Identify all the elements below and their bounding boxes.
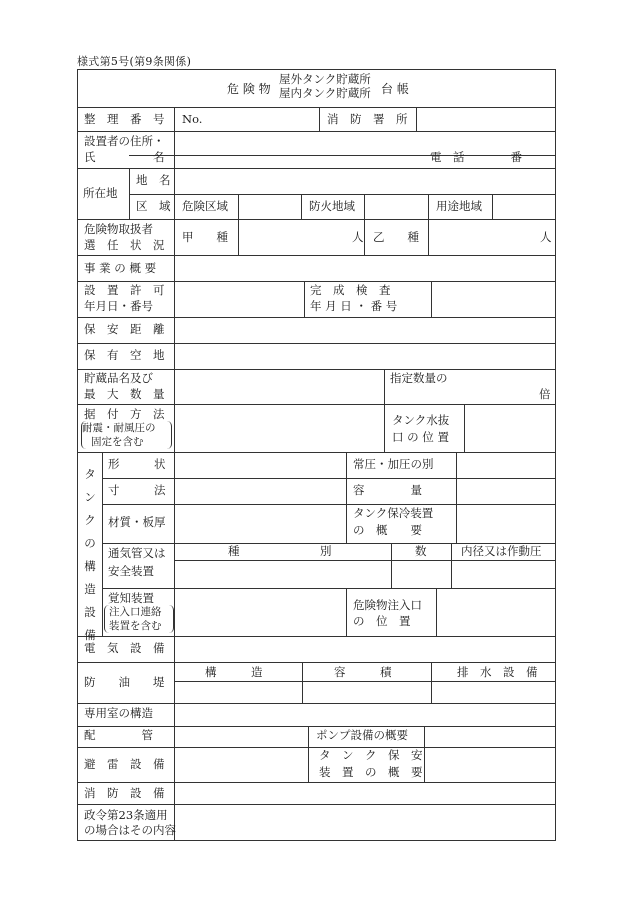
electrical-field[interactable] bbox=[175, 637, 555, 662]
label-district: 区 域 bbox=[136, 199, 171, 213]
label-fire-station: 消 防 署 所 bbox=[327, 112, 408, 126]
label-count: 数 bbox=[415, 544, 427, 558]
label-phone: 電 話 番 bbox=[430, 150, 522, 164]
title-prefix: 危 険 物 bbox=[227, 82, 271, 96]
label-handler-status: 選 任 状 況 bbox=[84, 238, 165, 252]
label-registration-number: 整 理 番 号 bbox=[84, 112, 165, 126]
safety-distance-field[interactable] bbox=[175, 318, 555, 343]
open-space-field[interactable] bbox=[175, 344, 555, 369]
label-persons-a: 人 bbox=[352, 230, 364, 244]
label-lightning: 避 雷 設 備 bbox=[84, 757, 165, 771]
label-structure: 構 造 bbox=[205, 665, 263, 679]
label-pump-overview: ポンプ設備の概要 bbox=[316, 728, 408, 742]
label-permit: 設 置 許 可 bbox=[84, 283, 165, 297]
label-tank-safety: タ ン ク 保 安 bbox=[319, 748, 423, 762]
business-overview-field[interactable] bbox=[175, 256, 555, 281]
fire-station-field[interactable] bbox=[417, 108, 555, 131]
label-safety-device: 安全装置 bbox=[108, 564, 154, 578]
label-fire-prevention-zone: 防火地域 bbox=[309, 199, 355, 213]
label-drain-outlet: タンク水抜 bbox=[392, 413, 450, 427]
label-cooling-device: タンク保冷装置 bbox=[353, 506, 434, 520]
label-inlet-link: 注入口連絡 bbox=[109, 606, 162, 618]
label-device-included: 装置を含む bbox=[109, 620, 162, 632]
label-persons-b: 人 bbox=[540, 230, 552, 244]
label-designated-quantity: 指定数量の bbox=[390, 371, 448, 385]
label-drain-position: 口 の 位 置 bbox=[392, 430, 449, 444]
label-article-23-content: の場合はその内容 bbox=[84, 823, 176, 837]
label-oil-dike: 防 油 堤 bbox=[84, 675, 165, 689]
label-article-23: 政令第23条適用 bbox=[84, 808, 168, 822]
title-outdoor-tank: 屋外タンク貯蔵所 bbox=[279, 72, 371, 86]
registration-number-field[interactable] bbox=[175, 108, 319, 131]
label-stored-item: 貯蔵品名及び bbox=[84, 371, 153, 385]
label-safety-distance: 保 安 距 離 bbox=[84, 322, 165, 336]
label-class-a: 甲 種 bbox=[182, 230, 228, 244]
article-23-field[interactable] bbox=[175, 805, 555, 840]
label-type: 種 別 bbox=[228, 544, 332, 558]
label-no: No. bbox=[182, 112, 203, 126]
label-detection-device: 覚知装置 bbox=[108, 591, 154, 605]
label-dimensions: 寸 法 bbox=[108, 483, 166, 497]
label-fixing: 固定を含む bbox=[91, 436, 144, 448]
label-class-b: 乙 種 bbox=[373, 230, 419, 244]
label-handler: 危険物取扱者 bbox=[84, 222, 153, 236]
label-times: 倍 bbox=[539, 387, 551, 401]
label-tank-safety-overview: 装 置 の 概 要 bbox=[319, 765, 423, 779]
label-completion-date: 年 月 日 ・ 番 号 bbox=[310, 299, 398, 313]
dedicated-room-field[interactable] bbox=[175, 704, 555, 726]
form-number: 様式第5号(第9条関係) bbox=[77, 55, 192, 68]
label-business-overview: 事 業 の 概 要 bbox=[84, 261, 157, 275]
label-seismic: 耐震・耐風圧の bbox=[82, 422, 156, 434]
label-permit-date: 年月日・番号 bbox=[84, 299, 153, 313]
title-suffix: 台 帳 bbox=[381, 82, 409, 96]
label-fire-equipment: 消 防 設 備 bbox=[84, 786, 165, 800]
label-tank-structure: タ ン ク の 構 造 設 備 bbox=[84, 467, 96, 642]
label-pressure-type: 常圧・加圧の別 bbox=[353, 457, 434, 471]
label-diameter-pressure: 内径又は作動圧 bbox=[461, 544, 542, 558]
label-drainage: 排 水 設 備 bbox=[457, 665, 538, 679]
label-inlet: 危険物注入口 bbox=[353, 598, 422, 612]
label-place-name: 地 名 bbox=[136, 173, 171, 187]
label-completion-inspection: 完 成 検 査 bbox=[310, 283, 391, 297]
place-name-field[interactable] bbox=[175, 169, 555, 194]
label-installer-name: 氏 名 bbox=[84, 150, 165, 164]
title-indoor-tank: 屋内タンク貯蔵所 bbox=[279, 86, 371, 100]
label-capacity: 容 量 bbox=[353, 483, 422, 497]
label-installer-address: 設置者の住所・ bbox=[84, 134, 165, 148]
label-location: 所在地 bbox=[83, 186, 118, 200]
installer-field[interactable] bbox=[175, 132, 555, 168]
label-electrical: 電 気 設 備 bbox=[84, 641, 165, 655]
tank-storage-ledger-form bbox=[77, 69, 556, 841]
label-volume: 容 積 bbox=[334, 665, 392, 679]
label-max-quantity: 最 大 数 量 bbox=[84, 387, 165, 401]
label-installation-method: 据 付 方 法 bbox=[84, 407, 165, 421]
label-land-use-zone: 用途地域 bbox=[436, 199, 482, 213]
label-open-space: 保 有 空 地 bbox=[84, 348, 165, 362]
fire-equipment-field[interactable] bbox=[175, 783, 555, 804]
label-inlet-position: の 位 置 bbox=[353, 614, 411, 628]
label-hazard-zone: 危険区域 bbox=[182, 199, 228, 213]
label-dedicated-room: 専用室の構造 bbox=[84, 706, 153, 720]
label-cooling-overview: の 概 要 bbox=[353, 523, 422, 537]
label-vent-pipe: 通気管又は bbox=[108, 546, 166, 560]
label-material: 材質・板厚 bbox=[108, 515, 166, 529]
label-shape: 形 状 bbox=[108, 457, 166, 471]
label-piping: 配 管 bbox=[84, 728, 153, 742]
